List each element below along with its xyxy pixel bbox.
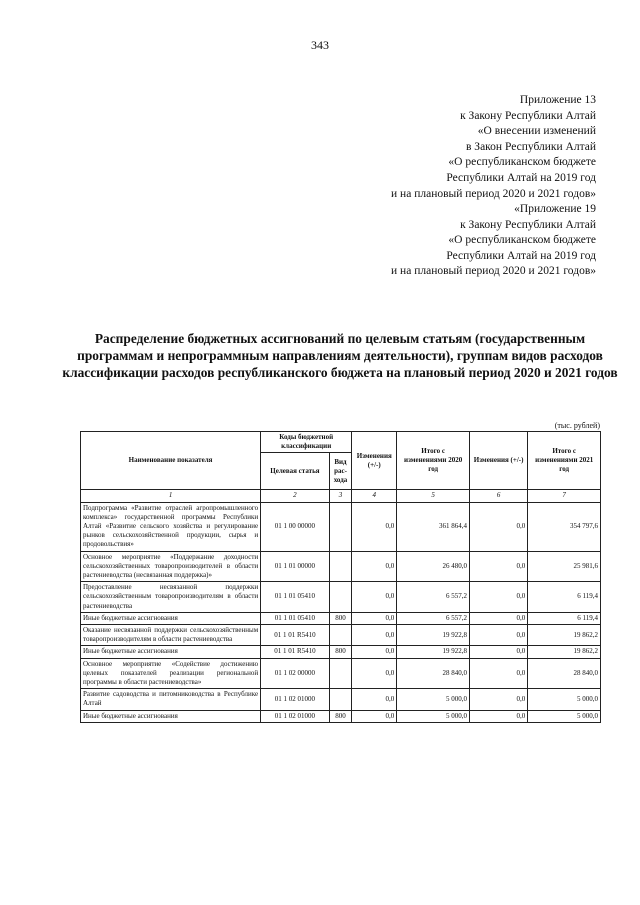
row-change-2021: 0,0 — [469, 551, 527, 582]
row-total-2021: 28 840,0 — [528, 658, 601, 689]
row-target-code: 01 1 01 05410 — [261, 582, 330, 613]
row-total-2021: 5 000,0 — [528, 689, 601, 710]
table-row — [81, 582, 601, 613]
appendix-original-header — [391, 202, 596, 280]
appendix-line: Республики Алтай на 2019 год — [446, 171, 596, 184]
appendix-line: «О республиканском бюджете — [448, 234, 596, 247]
row-change-2021: 0,0 — [469, 612, 527, 624]
row-change-2020: 0,0 — [352, 658, 397, 689]
row-name: Оказание несвязанной поддержки сельскохозяйственным товаропроизводителям в области растениеводства — [81, 625, 261, 646]
row-expense-type — [329, 582, 352, 613]
appendix-line: к Закону Республики Алтай — [460, 109, 596, 122]
row-total-2021: 6 119,4 — [528, 582, 601, 613]
row-name: Иные бюджетные ассигнования — [81, 646, 261, 658]
column-number: 7 — [528, 490, 601, 502]
row-change-2020: 0,0 — [352, 551, 397, 582]
appendix-line: к Закону Республики Алтай — [460, 218, 596, 231]
header-expense-type: Вид рас-хода — [329, 453, 352, 490]
row-change-2020: 0,0 — [352, 502, 397, 551]
row-total-2021: 19 862,2 — [528, 646, 601, 658]
header-codes-group: Коды бюджетной классификации — [261, 432, 352, 453]
row-target-code: 01 1 01 R5410 — [261, 625, 330, 646]
column-number: 4 — [352, 490, 397, 502]
row-name: Предоставление несвязанной поддержки сельскохозяйственным товаропроизводителям в области растениеводства — [81, 582, 261, 613]
row-total-2020: 5 000,0 — [397, 710, 470, 722]
row-expense-type — [329, 625, 352, 646]
row-total-2020: 28 840,0 — [397, 658, 470, 689]
row-expense-type: 800 — [329, 646, 352, 658]
table-row — [81, 710, 601, 722]
row-total-2021: 5 000,0 — [528, 710, 601, 722]
row-change-2020: 0,0 — [352, 625, 397, 646]
row-change-2021: 0,0 — [469, 710, 527, 722]
column-number-row — [81, 490, 601, 502]
row-expense-type — [329, 551, 352, 582]
row-total-2021: 354 797,6 — [528, 502, 601, 551]
row-expense-type: 800 — [329, 710, 352, 722]
appendix-line: «Приложение 19 — [514, 203, 596, 215]
row-name: Основное мероприятие «Поддержание доходности сельскохозяйственных товаропроизводителей в области растениеводства (несвязанная поддержка)» — [81, 551, 261, 582]
row-change-2021: 0,0 — [469, 625, 527, 646]
table-row — [81, 502, 601, 551]
row-change-2021: 0,0 — [469, 646, 527, 658]
header-change-2021: Изменения (+/-) — [469, 432, 527, 490]
row-total-2020: 19 922,8 — [397, 625, 470, 646]
row-total-2020: 6 557,2 — [397, 612, 470, 624]
document-title: Распределение бюджетных ассигнований по целевым статьям (государственным программам и непрограммным направлениям деятельности), группам видов расходов классификации расходов республиканского бюджета на плановый период 2020 и 2021 годов — [62, 331, 618, 380]
row-target-code: 01 1 01 05410 — [261, 612, 330, 624]
column-number: 2 — [261, 490, 330, 502]
appendix-line: «О республиканском бюджете — [448, 156, 596, 169]
header-total-2020: Итого с изменениями 2020 год — [397, 432, 470, 490]
column-number: 1 — [81, 490, 261, 502]
row-change-2021: 0,0 — [469, 502, 527, 551]
page-number: 343 — [311, 38, 329, 52]
row-change-2020: 0,0 — [352, 710, 397, 722]
table-row — [81, 658, 601, 689]
table-row — [81, 551, 601, 582]
header-change-2020: Изменения (+/-) — [352, 432, 397, 490]
appendix-line: Приложение 13 — [519, 94, 596, 106]
appendix-line: и на плановый период 2020 и 2021 годов» — [391, 187, 596, 200]
column-number: 3 — [329, 490, 352, 502]
row-total-2021: 25 981,6 — [528, 551, 601, 582]
table-row — [81, 646, 601, 658]
row-total-2020: 5 000,0 — [397, 689, 470, 710]
row-target-code: 01 1 00 00000 — [261, 502, 330, 551]
row-expense-type — [329, 658, 352, 689]
row-change-2021: 0,0 — [469, 689, 527, 710]
appendix-line: Республики Алтай на 2019 год — [446, 249, 596, 262]
table-row — [81, 612, 601, 624]
appendix-line: «О внесении изменений — [477, 125, 596, 138]
row-total-2020: 6 557,2 — [397, 582, 470, 613]
header-target-article: Целевая статья — [261, 453, 330, 490]
row-total-2020: 361 864,4 — [397, 502, 470, 551]
row-change-2020: 0,0 — [352, 646, 397, 658]
units-label: (тыс. рублей) — [554, 421, 600, 430]
appendix-line: в Закон Республики Алтай — [466, 140, 596, 153]
table-row — [81, 625, 601, 646]
row-change-2020: 0,0 — [352, 612, 397, 624]
row-target-code: 01 1 02 01000 — [261, 689, 330, 710]
budget-table — [80, 431, 601, 723]
column-number: 5 — [397, 490, 470, 502]
appendix-current-header — [391, 93, 596, 202]
row-expense-type: 800 — [329, 612, 352, 624]
row-change-2021: 0,0 — [469, 658, 527, 689]
row-total-2021: 6 119,4 — [528, 612, 601, 624]
row-change-2020: 0,0 — [352, 689, 397, 710]
row-total-2020: 19 922,8 — [397, 646, 470, 658]
row-name: Подпрограмма «Развитие отраслей агропромышленного комплекса» государственной программы Республики Алтай «Развитие сельского хозяйства и регулирование рынков сельскохозяйственной продукции, сырья и продовольствия» — [81, 502, 261, 551]
row-name: Иные бюджетные ассигнования — [81, 612, 261, 624]
row-target-code: 01 1 01 R5410 — [261, 646, 330, 658]
column-number: 6 — [469, 490, 527, 502]
row-name: Иные бюджетные ассигнования — [81, 710, 261, 722]
row-change-2020: 0,0 — [352, 582, 397, 613]
row-name: Основное мероприятие «Содействие достижению целевых показателей реализации региональной программы в области растениеводства» — [81, 658, 261, 689]
row-target-code: 01 1 02 00000 — [261, 658, 330, 689]
appendix-line: и на плановый период 2020 и 2021 годов» — [391, 265, 596, 278]
row-expense-type — [329, 502, 352, 551]
row-target-code: 01 1 01 00000 — [261, 551, 330, 582]
row-total-2021: 19 862,2 — [528, 625, 601, 646]
row-total-2020: 26 480,0 — [397, 551, 470, 582]
table-row — [81, 689, 601, 710]
row-expense-type — [329, 689, 352, 710]
row-name: Развитие садоводства и питомниководства в Республике Алтай — [81, 689, 261, 710]
row-change-2021: 0,0 — [469, 582, 527, 613]
header-total-2021: Итого с изменениями 2021 год — [528, 432, 601, 490]
row-target-code: 01 1 02 01000 — [261, 710, 330, 722]
header-name: Наименование показателя — [81, 432, 261, 490]
